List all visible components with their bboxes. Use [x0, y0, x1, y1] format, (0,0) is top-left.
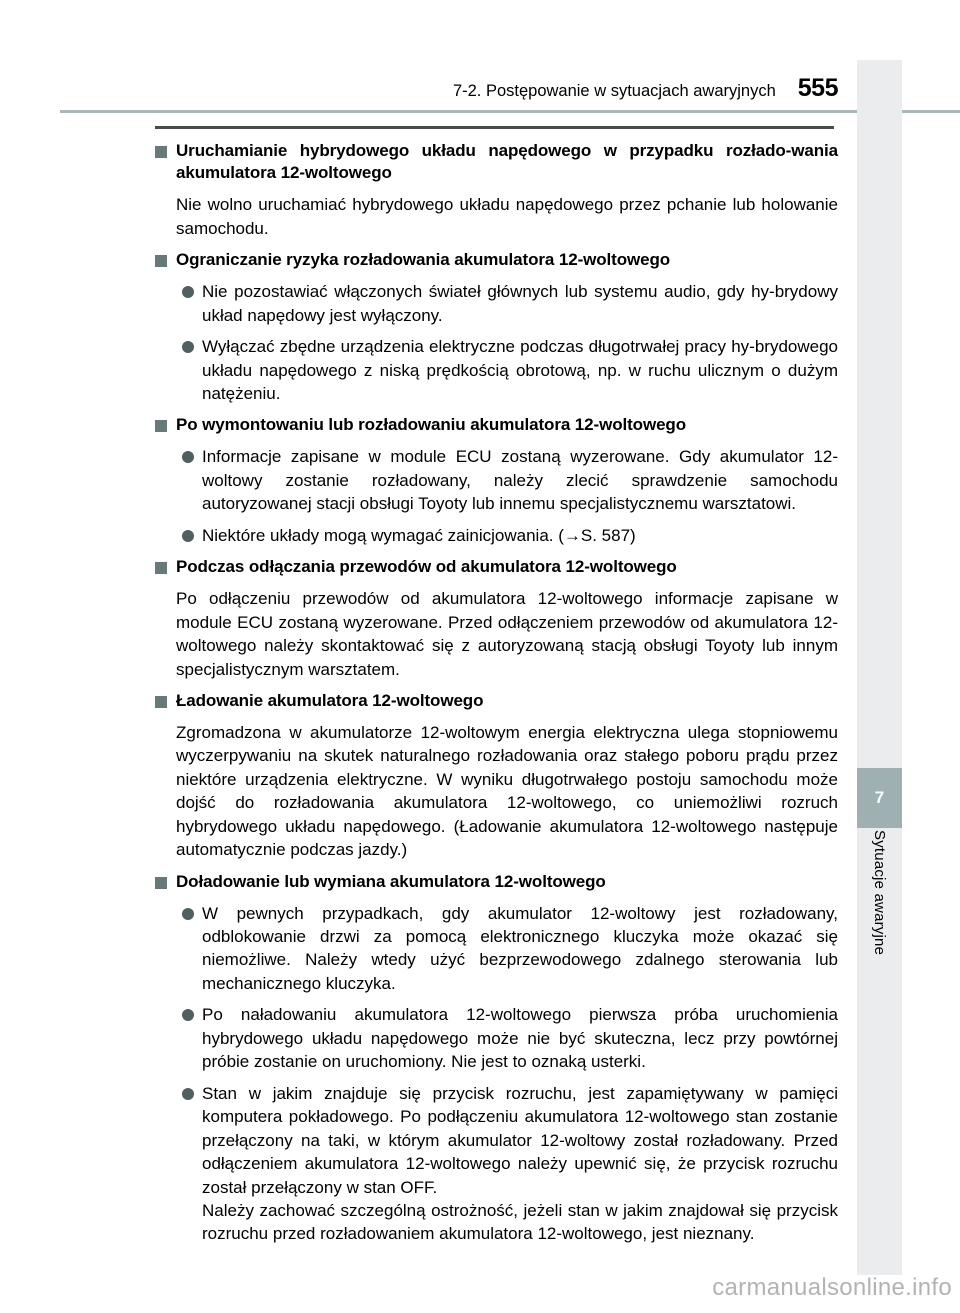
- chapter-strip: [857, 60, 902, 1275]
- section-heading: [155, 140, 838, 186]
- page-header: [0, 74, 838, 103]
- chapter-title-label: Sytuacje awaryjne: [871, 830, 888, 956]
- list-item: [182, 445, 838, 515]
- list-item: [182, 902, 838, 996]
- list-item-text: Po naładowaniu akumulatora 12-woltowego pierwsza próba uruchomienia hybrydowego układu napędowego może nie być skuteczna, lecz przy powtórnej próbie zostanie on uruchomiony. Nie jest to oznaką usterki.: [202, 1005, 838, 1072]
- chapter-number-label: 7: [874, 788, 885, 807]
- page-content: [155, 126, 838, 1246]
- section-heading: [155, 414, 838, 437]
- section-heading-text: Podczas odłączania przewodów od akumulatora 12-woltowego: [176, 557, 677, 577]
- list-item: [182, 1003, 838, 1073]
- list-item-text: Nie pozostawiać włączonych świateł głównych lub systemu audio, gdy hy-brydowy układ napędowy jest wyłączony.: [202, 282, 838, 325]
- list-item: [182, 524, 838, 547]
- section-heading-text: Po wymontowaniu lub rozładowaniu akumulatora 12-woltowego: [176, 415, 687, 435]
- section-heading-text: Ładowanie akumulatora 12-woltowego: [176, 690, 484, 710]
- list-item-text: W pewnych przypadkach, gdy akumulator 12-woltowy jest rozładowany, odblokowanie drzwi za pomocą elektronicznego kluczyka może okazać się niemożliwe. Należy wtedy użyć bezprzewodowego zdalnego sterowania lub mechanicznego kluczyka.: [202, 903, 838, 993]
- square-bullet-icon: [155, 420, 167, 432]
- square-bullet-icon: [155, 255, 167, 267]
- round-bullet-icon: [182, 1088, 194, 1100]
- section-heading: [155, 690, 838, 713]
- section-paragraph: Po odłączeniu przewodów od akumulatora 12-woltowego informacje zapisane w module ECU zostaną wyzerowane. Przed odłączeniem przewodów od akumulatora 12-woltowego należy skontaktować się z autoryzowaną stacją obsługi Toyoty lub innym specjalistycznym warsztatem.: [176, 589, 838, 679]
- list-item-text: Stan w jakim znajduje się przycisk rozruchu, jest zapamiętywany w pamięci komputera pokładowego. Po podłączeniu akumulatora 12-woltowego stan zostanie przełączony na taki, w którym akumulator 12-woltowy został rozładowany. Przed odłączeniem akumulatora 12-woltowego należy upewnić się, że przycisk rozruchu został przełączony w stan OFF.: [202, 1083, 838, 1197]
- round-bullet-icon: [182, 451, 194, 463]
- page-number: 555: [797, 74, 838, 102]
- section-paragraph: Zgromadzona w akumulatorze 12-woltowym energia elektryczna ulega stopniowemu wyczerpywaniu na skutek naturalnego rozładowania oraz stałego poboru prądu przez niektóre urządzenia elektryczne. W wyniku długotrwałego postoju samochodu może dojść do rozładowania akumulatora 12-woltowego, co uniemożliwi rozruch hybrydowego układu napędowego. (Ładowanie akumulatora 12-woltowego następuje automatycznie podczas jazdy.): [176, 722, 838, 860]
- content-top-rule: [155, 126, 834, 129]
- header-section-title: 7-2. Postępowanie w sytuacjach awaryjnych: [452, 82, 776, 100]
- list-item: [182, 280, 838, 327]
- section-heading-text: Ograniczanie ryzyka rozładowania akumulatora 12-woltowego: [176, 250, 671, 270]
- section-heading-text: Uruchamianie hybrydowego układu napędowego w przypadku rozłado-wania akumulatora 12-woltowego: [176, 140, 838, 183]
- section-heading-text: Doładowanie lub wymiana akumulatora 12-woltowego: [176, 871, 606, 891]
- list-item: [182, 335, 838, 405]
- round-bullet-icon: [182, 530, 194, 542]
- section-paragraph: Nie wolno uruchamiać hybrydowego układu napędowego przez pchanie lub holowanie samochodu.: [176, 195, 838, 238]
- round-bullet-icon: [182, 908, 194, 920]
- square-bullet-icon: [155, 146, 167, 158]
- square-bullet-icon: [155, 877, 167, 889]
- header-divider: [60, 110, 960, 113]
- round-bullet-icon: [182, 286, 194, 298]
- section-heading: [155, 556, 838, 579]
- square-bullet-icon: [155, 696, 167, 708]
- list-item-text: Niektóre układy mogą wymagać zainicjowania. (→S. 587): [202, 525, 636, 545]
- square-bullet-icon: [155, 562, 167, 574]
- chapter-title-vertical: [857, 830, 902, 1060]
- list-item-text: Wyłączać zbędne urządzenia elektryczne podczas długotrwałej pracy hy-brydowego układu napędowego z niską prędkością obrotową, np. w ruchu ulicznym o dużym natężeniu.: [202, 337, 838, 404]
- list-item: [182, 1082, 838, 1246]
- round-bullet-icon: [182, 1009, 194, 1021]
- section-heading: [155, 249, 838, 272]
- section-heading: [155, 871, 838, 894]
- list-item-text: Informacje zapisane w module ECU zostaną wyzerowane. Gdy akumulator 12-woltowy zostanie rozładowany, należy zlecić sprawdzenie samochodu autoryzowanej stacji obsługi Toyoty lub innemu specjalistycznemu warsztatowi.: [202, 447, 838, 514]
- round-bullet-icon: [182, 341, 194, 353]
- chapter-number-tab[interactable]: [857, 768, 902, 828]
- list-item-text-continued: Należy zachować szczególną ostrożność, jeżeli stan w jakim znajdował się przycisk rozruchu przed rozładowaniem akumulatora 12-woltowego, jest nieznany.: [202, 1201, 838, 1244]
- site-watermark: carmanualsonline.info: [712, 1274, 952, 1301]
